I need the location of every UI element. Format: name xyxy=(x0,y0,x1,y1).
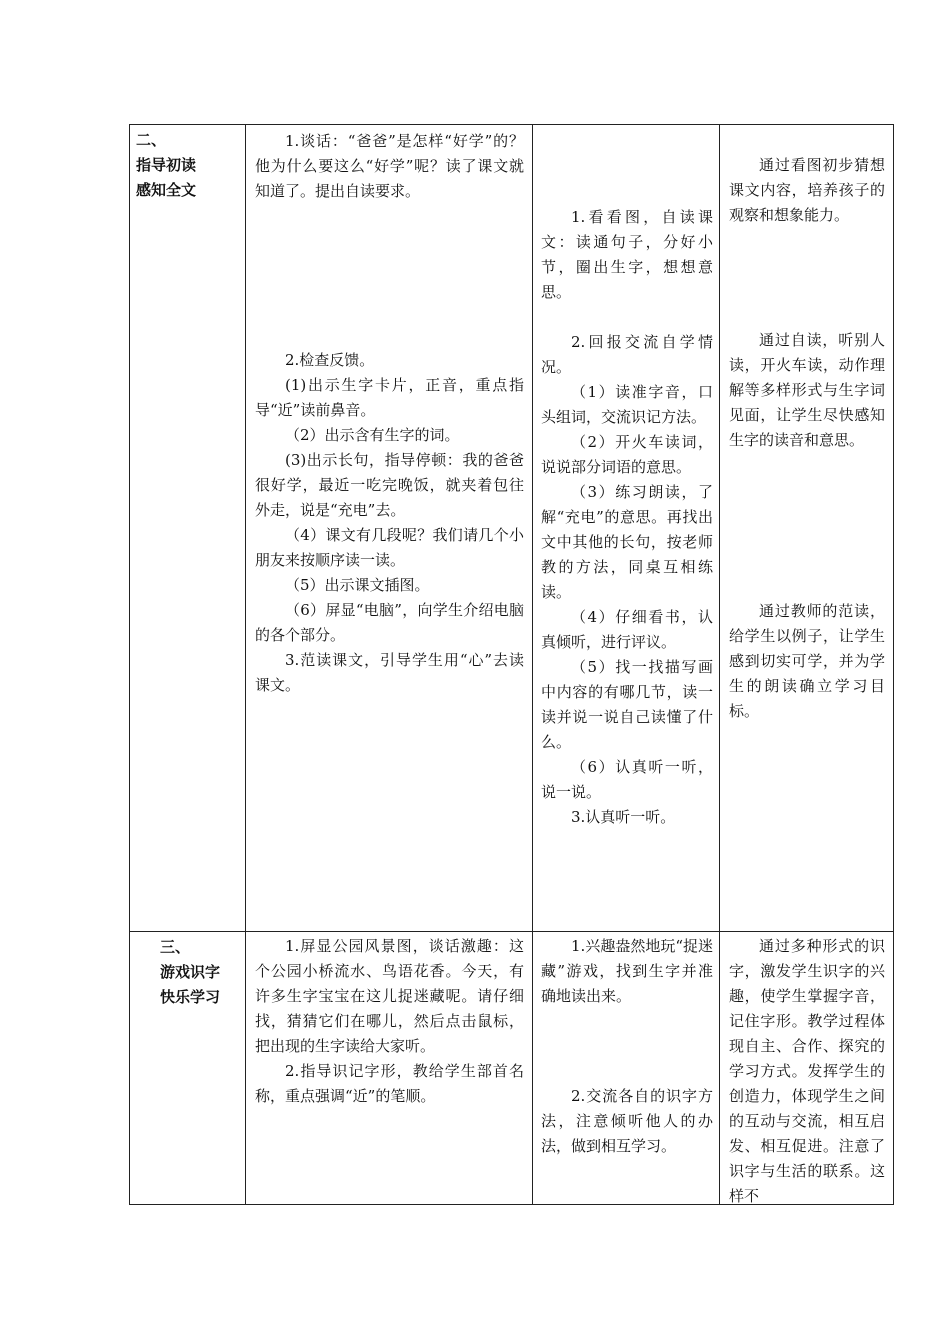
student-substep: （2）开火车读词，说说部分词语的意思。 xyxy=(541,433,713,476)
student-substep: （1）读准字音，口头组词，交流识记方法。 xyxy=(541,383,713,426)
stage-title-line: 游戏识字 xyxy=(160,963,221,981)
student-step: 1.兴趣盎然地玩“捉迷藏”游戏，找到生字并准确地读出来。 xyxy=(541,937,713,1005)
teacher-substep: （6）屏显“电脑”，向学生介绍电脑的各个部分。 xyxy=(255,601,524,644)
design-intent-text: 通过多种形式的识字，激发学生识字的兴趣，使学生掌握字音，记住字形。教学过程体现自主、合作、探究的学习方式。发挥学生的创造力，体现学生之间的互动与交流，相互启发、相互促进。注意了识字与生活的联系。这样不 xyxy=(729,937,885,1205)
stage-number: 二、 xyxy=(136,131,167,149)
stage-title-line: 快乐学习 xyxy=(160,988,221,1006)
teacher-step: 3.范读课文，引导学生用“心”去读课文。 xyxy=(255,651,524,694)
design-intent-text: 通过看图初步猜想课文内容，培养孩子的观察和想象能力。 xyxy=(729,156,885,224)
stage-cell xyxy=(130,932,246,1205)
stage-number: 三、 xyxy=(160,938,191,956)
design-intent-text: 通过自读，听别人读，开火车读，动作理解等多样形式与生字词见面，让学生尽快感知生字的读音和意思。 xyxy=(729,331,885,449)
design-intent-text: 通过教师的范读，给学生以例子，让学生感到切实可学，并为学生的朗读确立学习目标。 xyxy=(729,602,885,720)
student-substep: （5）找一找描写画中内容的有哪几节，读一读并说一说自己读懂了什么。 xyxy=(541,658,713,751)
stage-cell xyxy=(130,125,246,932)
stage-title-line: 感知全文 xyxy=(136,181,197,199)
teacher-substep: （5）出示课文插图。 xyxy=(285,576,430,594)
teacher-step: 2.检查反馈。 xyxy=(285,351,375,369)
teacher-substep: (3)出示长句，指导停顿：我的爸爸很好学，最近一吃完晚饭，就夹着包往外走，说是“充电”去。 xyxy=(255,451,524,519)
student-step: 3.认真听一听。 xyxy=(571,808,676,826)
lesson-plan-table xyxy=(129,124,894,1205)
student-activity-cell xyxy=(533,125,720,932)
design-intent-cell xyxy=(720,932,894,1205)
teacher-activity-cell xyxy=(246,932,533,1205)
student-step: 1.看看图，自读课文：读通句子，分好小节，圈出生字，想想意思。 xyxy=(541,208,713,301)
teacher-substep: （2）出示含有生字的词。 xyxy=(285,426,460,444)
teacher-substep: (1)出示生字卡片，正音，重点指导“近”读前鼻音。 xyxy=(255,376,524,419)
student-substep: （3）练习朗读，了解“充电”的意思。再找出文中其他的长句，按老师教的方法，同桌互相练读。 xyxy=(541,483,713,601)
student-step: 2.回报交流自学情况。 xyxy=(541,333,713,376)
teacher-step: 1.屏显公园风景图，谈话激趣：这个公园小桥流水、鸟语花香。今天，有许多生字宝宝在这儿捉迷藏呢。请仔细找，猜猜它们在哪儿，然后点击鼠标，把出现的生字读给大家听。 xyxy=(255,937,524,1055)
teacher-activity-cell xyxy=(246,125,533,932)
stage-title-line: 指导初读 xyxy=(136,156,197,174)
student-activity-cell xyxy=(533,932,720,1205)
table-row xyxy=(130,932,894,1205)
student-substep: （6）认真听一听，说一说。 xyxy=(541,758,713,801)
teacher-substep: （4）课文有几段呢？我们请几个小朋友来按顺序读一读。 xyxy=(255,526,524,569)
student-step: 2.交流各自的识字方法，注意倾听他人的办法，做到相互学习。 xyxy=(541,1087,713,1155)
teacher-step: 2.指导识记字形，教给学生部首名称，重点强调“近”的笔顺。 xyxy=(255,1062,524,1105)
teacher-step: 1.谈话：“爸爸”是怎样“好学”的？他为什么要这么“好学”呢？读了课文就知道了。提出自读要求。 xyxy=(255,132,524,200)
student-substep: （4）仔细看书，认真倾听，进行评议。 xyxy=(541,608,713,651)
design-intent-cell xyxy=(720,125,894,932)
table-row xyxy=(130,125,894,932)
